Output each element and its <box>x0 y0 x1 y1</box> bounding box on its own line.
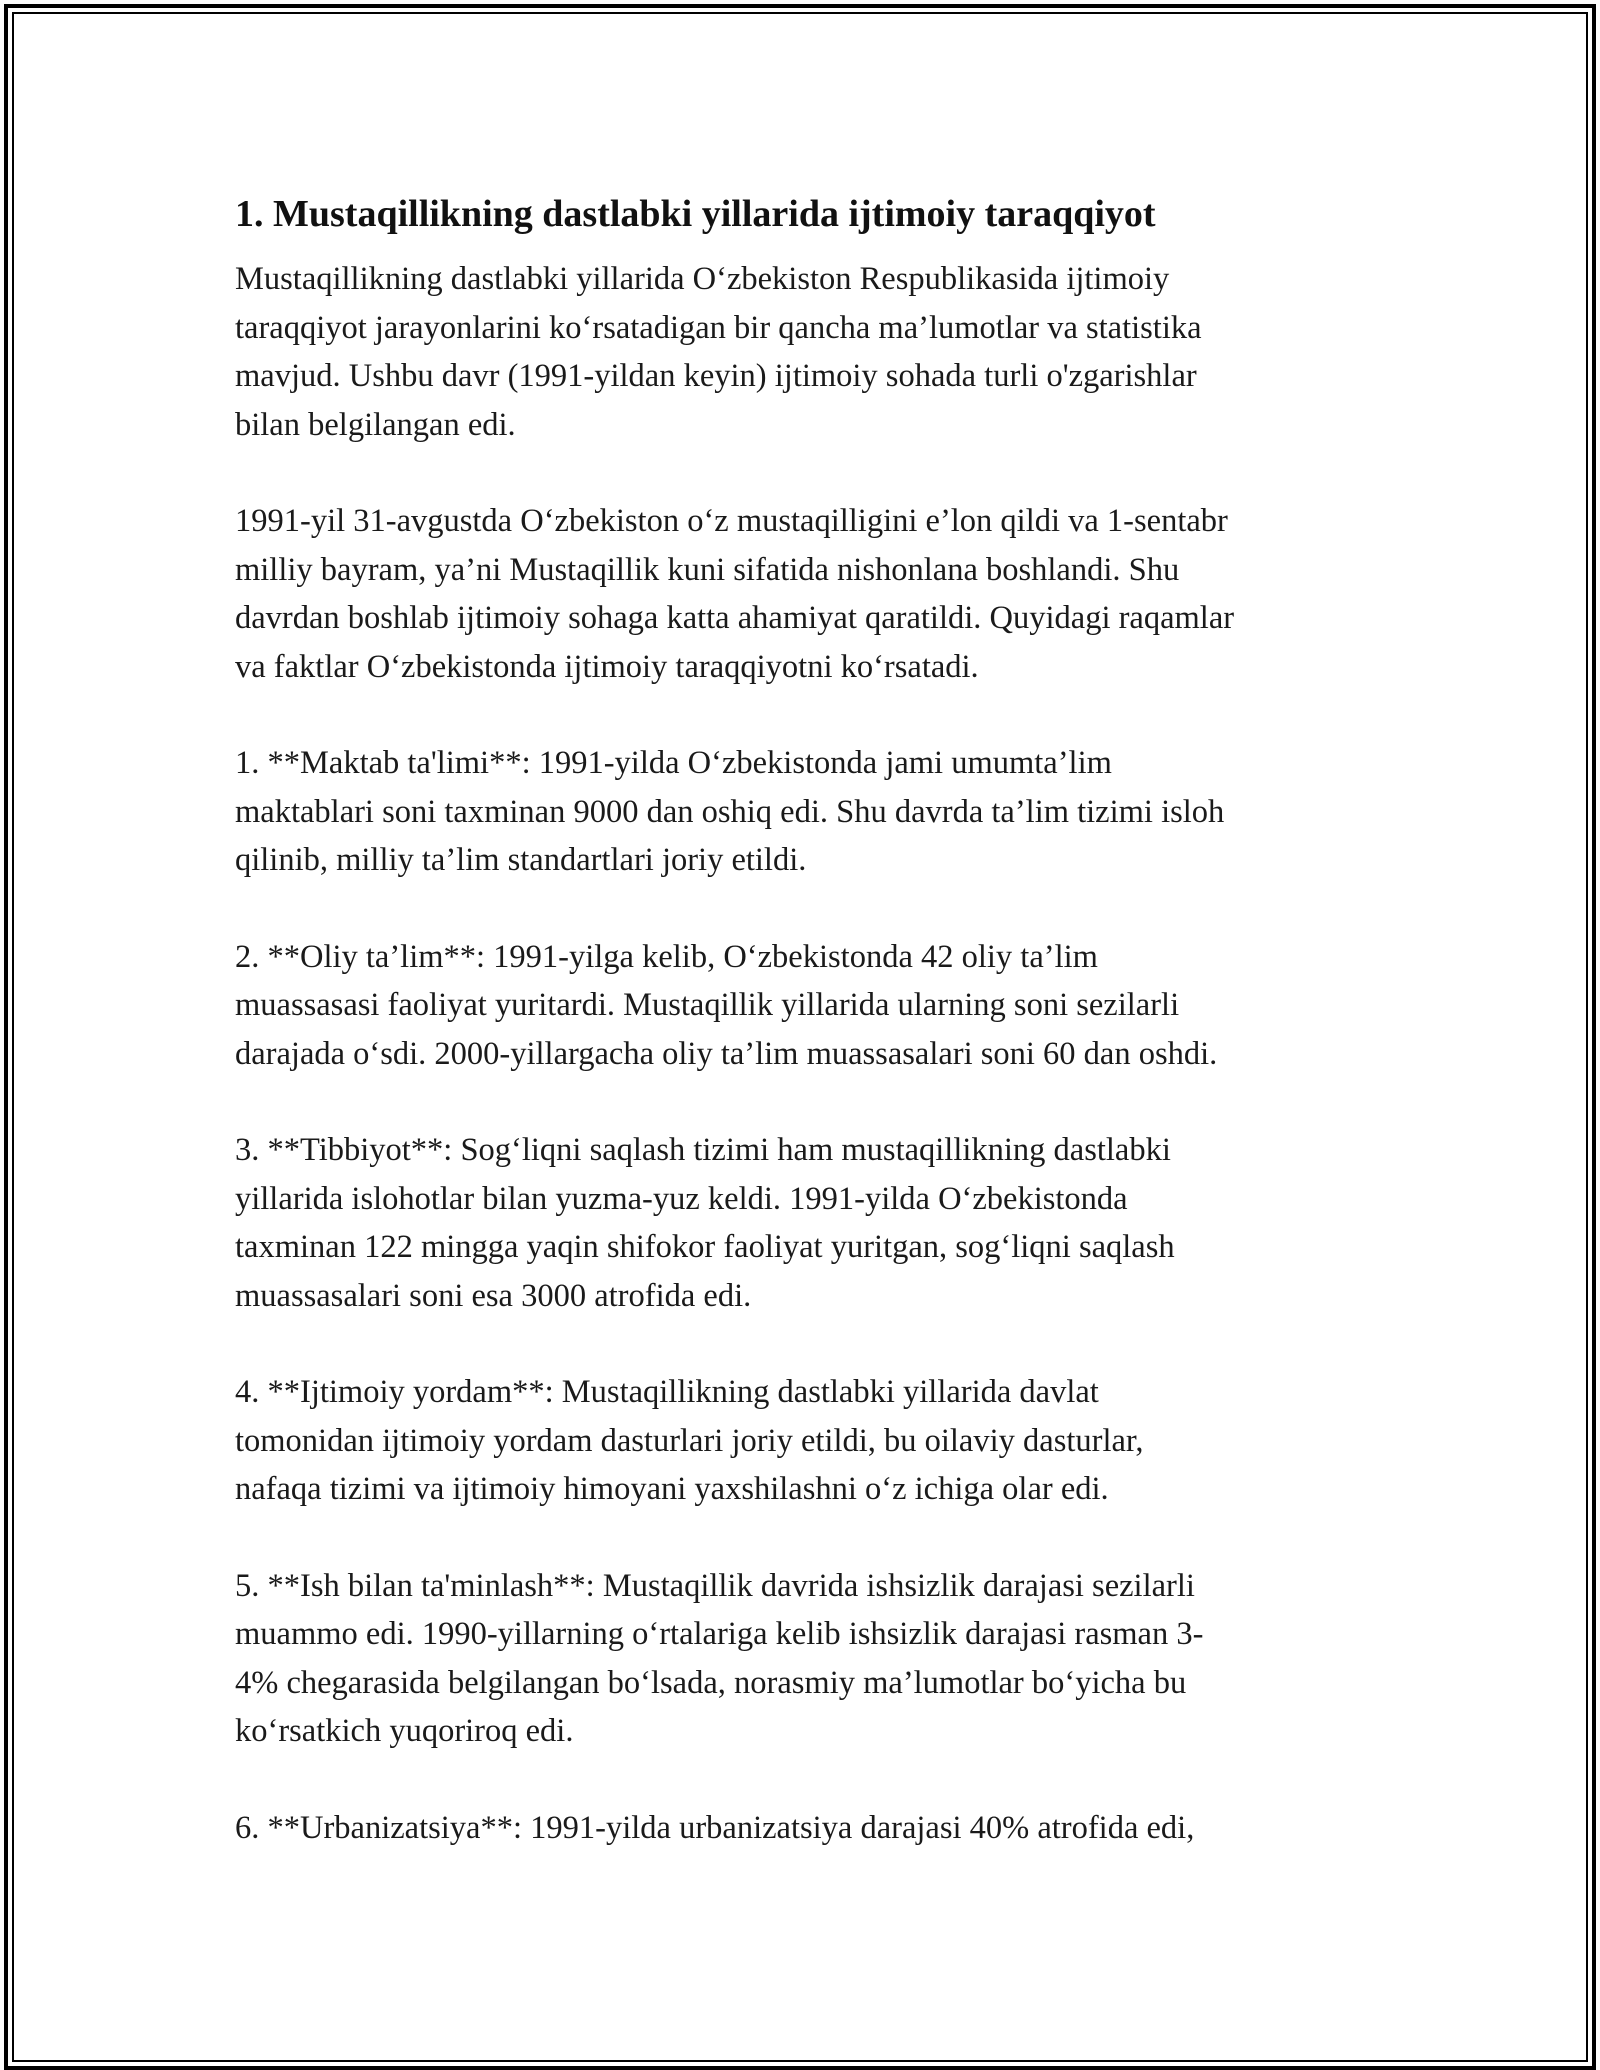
text-line: ko‘rsatkich yuqoriroq edi. <box>235 1713 574 1749</box>
list-item-school-education <box>235 739 1375 885</box>
text-line: davrdan boshlab ijtimoiy sohaga katta ahamiyat qaratildi. Quyidagi raqamlar <box>235 600 1235 636</box>
text-line: tomonidan ijtimoiy yordam dasturlari joriy etildi, bu oilaviy dasturlar, <box>235 1422 1144 1459</box>
list-item-medicine <box>235 1126 1375 1320</box>
list-item-employment <box>235 1562 1375 1756</box>
text-line: 2. **Oliy ta’lim**: 1991-yilga kelib, O‘zbekistonda 42 oliy ta’lim <box>235 938 1098 975</box>
list-item-higher-education <box>235 933 1375 1079</box>
text-line: 4. **Ijtimoiy yordam**: Mustaqillikning dastlabki yillarida davlat <box>235 1374 1099 1410</box>
text-line: muassasalari soni esa 3000 atrofida edi. <box>235 1277 752 1314</box>
text-line: yillarida islohotlar bilan yuzma-yuz keldi. 1991-yilda O‘zbekistonda <box>235 1180 1128 1217</box>
text-line: 1. **Maktab ta'limi**: 1991-yilda O‘zbekistonda jami umumta’lim <box>235 745 1112 781</box>
text-line: va faktlar O‘zbekistonda ijtimoiy taraqqiyotni ko‘rsatadi. <box>235 648 979 685</box>
text-line: taxminan 122 mingga yaqin shifokor faoliyat yuritgan, sog‘liqni saqlash <box>235 1229 1175 1265</box>
text-line: bilan belgilangan edi. <box>235 406 516 443</box>
text-line: 6. **Urbanizatsiya**: 1991-yilda urbanizatsiya darajasi 40% atrofida edi, <box>235 1809 1195 1846</box>
document-title: 1. Mustaqillikning dastlabki yillarida ijtimoiy taraqqiyot <box>235 193 1156 235</box>
document-body <box>235 185 1375 1900</box>
list-item-urbanization <box>235 1804 1375 1853</box>
list-item-social-support <box>235 1368 1375 1514</box>
text-line: 3. **Tibbiyot**: Sog‘liqni saqlash tizimi ham mustaqillikning dastlabki <box>235 1132 1171 1168</box>
text-line: nafaqa tizimi va ijtimoiy himoyani yaxshilashni o‘z ichiga olar edi. <box>235 1471 1109 1507</box>
paragraph-independence <box>235 497 1375 691</box>
text-line: maktablari soni taxminan 9000 dan oshiq edi. Shu davrda ta’lim tizimi isloh <box>235 793 1225 830</box>
text-line: 1991-yil 31-avgustda O‘zbekiston o‘z mustaqilligini e’lon qildi va 1-sentabr <box>235 503 1228 539</box>
text-line: darajada o‘sdi. 2000-yillargacha oliy ta’lim muassasalari soni 60 dan oshdi. <box>235 1035 1218 1072</box>
text-line: Mustaqillikning dastlabki yillarida O‘zbekiston Respublikasida ijtimoiy <box>235 261 1170 297</box>
text-line: milliy bayram, ya’ni Mustaqillik kuni sifatida nishonlana boshlandi. Shu <box>235 551 1180 588</box>
text-line: 4% chegarasida belgilangan bo‘lsada, norasmiy ma’lumotlar bo‘yicha bu <box>235 1664 1187 1701</box>
text-line: 5. **Ish bilan ta'minlash**: Mustaqillik davrida ishsizlik darajasi sezilarli <box>235 1567 1195 1604</box>
text-line: mavjud. Ushbu davr (1991-yildan keyin) ijtimoiy sohada turli o'zgarishlar <box>235 358 1197 394</box>
text-line: muassasasi faoliyat yuritardi. Mustaqillik yillarida ularning soni sezilarli <box>235 987 1180 1023</box>
paragraph-intro <box>235 255 1375 449</box>
text-line: muammo edi. 1990-yillarning o‘rtalariga kelib ishsizlik darajasi rasman 3- <box>235 1616 1204 1652</box>
text-line: taraqqiyot jarayonlarini ko‘rsatadigan bir qancha ma’lumotlar va statistika <box>235 309 1202 346</box>
text-line: qilinib, milliy ta’lim standartlari joriy etildi. <box>235 842 807 878</box>
